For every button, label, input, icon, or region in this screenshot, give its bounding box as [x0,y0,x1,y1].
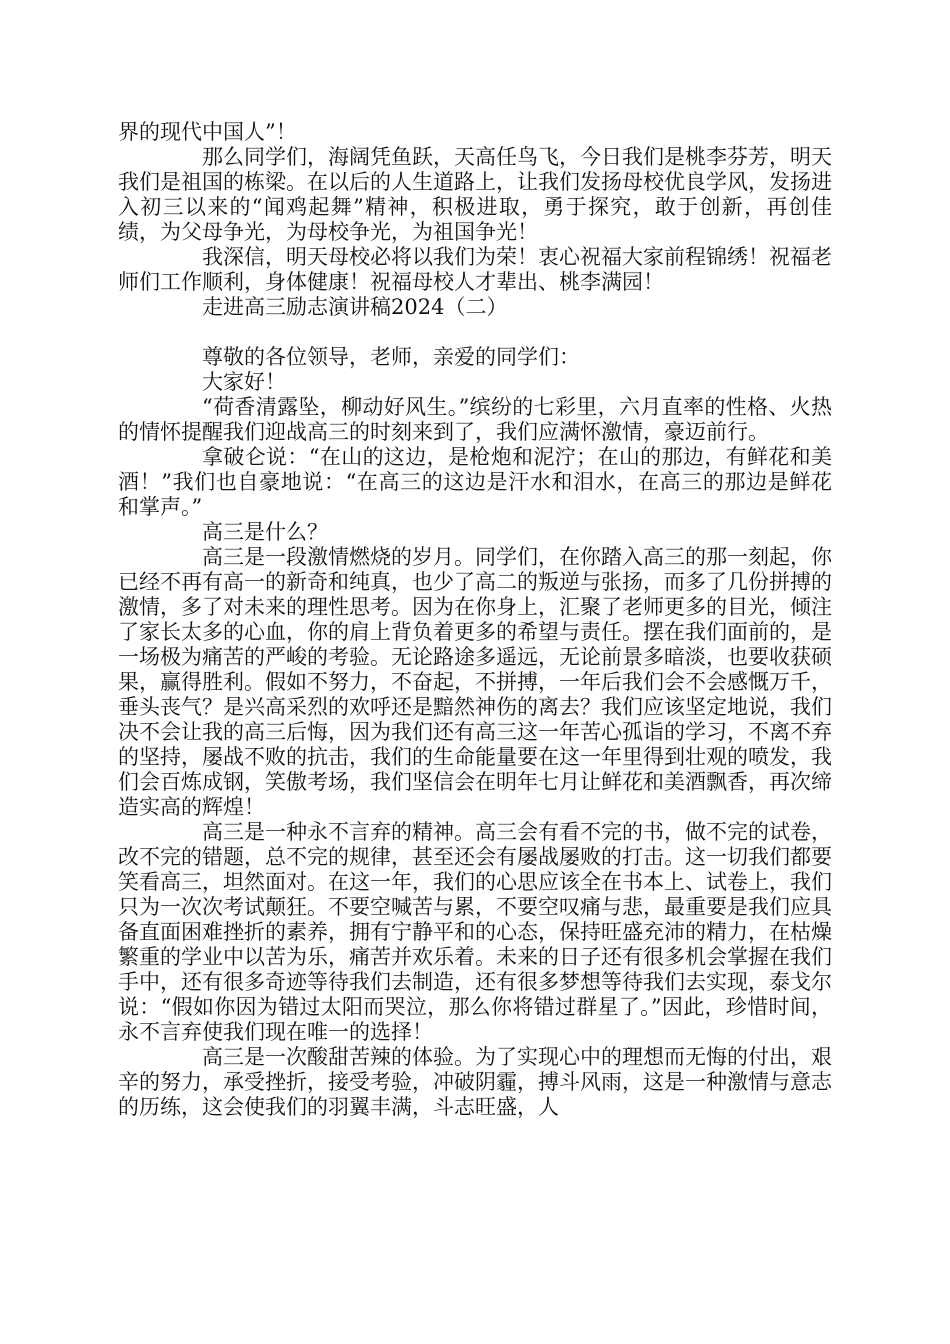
paragraphs-before [118,120,832,295]
blank-line [118,320,832,345]
paragraph: 高三是一段激情燃烧的岁月。同学们，在你踏入高三的那一刻起，你已经不再有高一的新奇和纯真，也少了高二的叛逆与张扬，而多了几份拼搏的激情，多了对未来的理性思考。因为在你身上，汇聚了老师更多的目光，倾注了家长太多的心血，你的肩上背负着更多的希望与责任。摆在我们面前的，是一场极为痛苦的严峻的考验。无论路途多遥远，无论前景多暗淡，也要收获硕果，赢得胜利。假如不努力，不奋起，不拼搏，一年后我们会不会感慨万千，垂头丧气？是兴高采烈的欢呼还是黯然神伤的离去？我们应该坚定地说，我们决不会让我的高三后悔，因为我们还有高三这一年苦心孤诣的学习，不离不弃的坚持，屡战不败的抗击，我们的生命能量要在这一年里得到壮观的喷发，我们会百炼成钢，笑傲考场，我们坚信会在明年七月让鲜花和美酒飘香，再次缔造实高的辉煌！ [118,545,832,819]
paragraph: 高三是一次酸甜苦辣的体验。为了实现心中的理想而无悔的付出，艰辛的努力，承受挫折，接受考验，冲破阴霾，搏斗风雨，这是一种激情与意志的历练，这会使我们的羽翼丰满，斗志旺盛，人 [118,1045,832,1119]
salutation: 尊敬的各位领导，老师，亲爱的同学们： [202,345,580,369]
document-page [118,120,832,1120]
greeting: 大家好！ [202,370,286,394]
paragraph: “荷香清露坠，柳动好风生。”缤纷的七彩里，六月直率的性格、火热的情怀提醒我们迎战高三的时刻来到了，我们应满怀激情，豪迈前行。 [118,395,832,444]
paragraph: 拿破仑说：“在山的这边，是枪炮和泥泞；在山的那边，有鲜花和美酒！”我们也自豪地说：“在高三的这边是汗水和泪水，在高三的那边是鲜花和掌声。” [118,445,832,519]
paragraph: 高三是什么？ [202,520,328,544]
paragraph: 高三是一种永不言弃的精神。高三会有看不完的书，做不完的试卷，改不完的错题，总不完的规律，甚至还会有屡战屡败的打击。这一切我们都要笑看高三，坦然面对。在这一年，我们的心思应该全在书本上、试卷上，我们只为一次次考试颠狂。不要空喊苦与累，不要空叹痛与悲，最重要是我们应具备直面困难挫折的素养，拥有宁静平和的心态，保持旺盛充沛的精力，在枯燥繁重的学业中以苦为乐，痛苦并欢乐着。未来的日子还有很多机会掌握在我们手中，还有很多奇迹等待我们去制造，还有很多梦想等待我们去实现，泰戈尔说：“假如你因为错过太阳而哭泣，那么你将错过群星了。”因此，珍惜时间，永不言弃使我们现在唯一的选择！ [118,820,832,1044]
paragraphs-after [118,345,832,1120]
paragraph: 那么同学们，海阔凭鱼跃，天高任鸟飞，今日我们是桃李芬芳，明天我们是祖国的栋梁。在以后的人生道路上，让我们发扬母校优良学风，发扬进入初三以来的“闻鸡起舞”精神，积极进取，勇于探究，敢于创新，再创佳绩，为父母争光，为母校争光，为祖国争光！ [118,145,832,244]
paragraph: 界的现代中国人”！ [118,120,297,144]
section-title: 走进高三励志演讲稿2024（二） [202,295,508,319]
paragraph: 我深信，明天母校必将以我们为荣！衷心祝福大家前程锦绣！祝福老师们工作顺利，身体健康！祝福母校人才辈出、桃李满园！ [118,245,832,294]
